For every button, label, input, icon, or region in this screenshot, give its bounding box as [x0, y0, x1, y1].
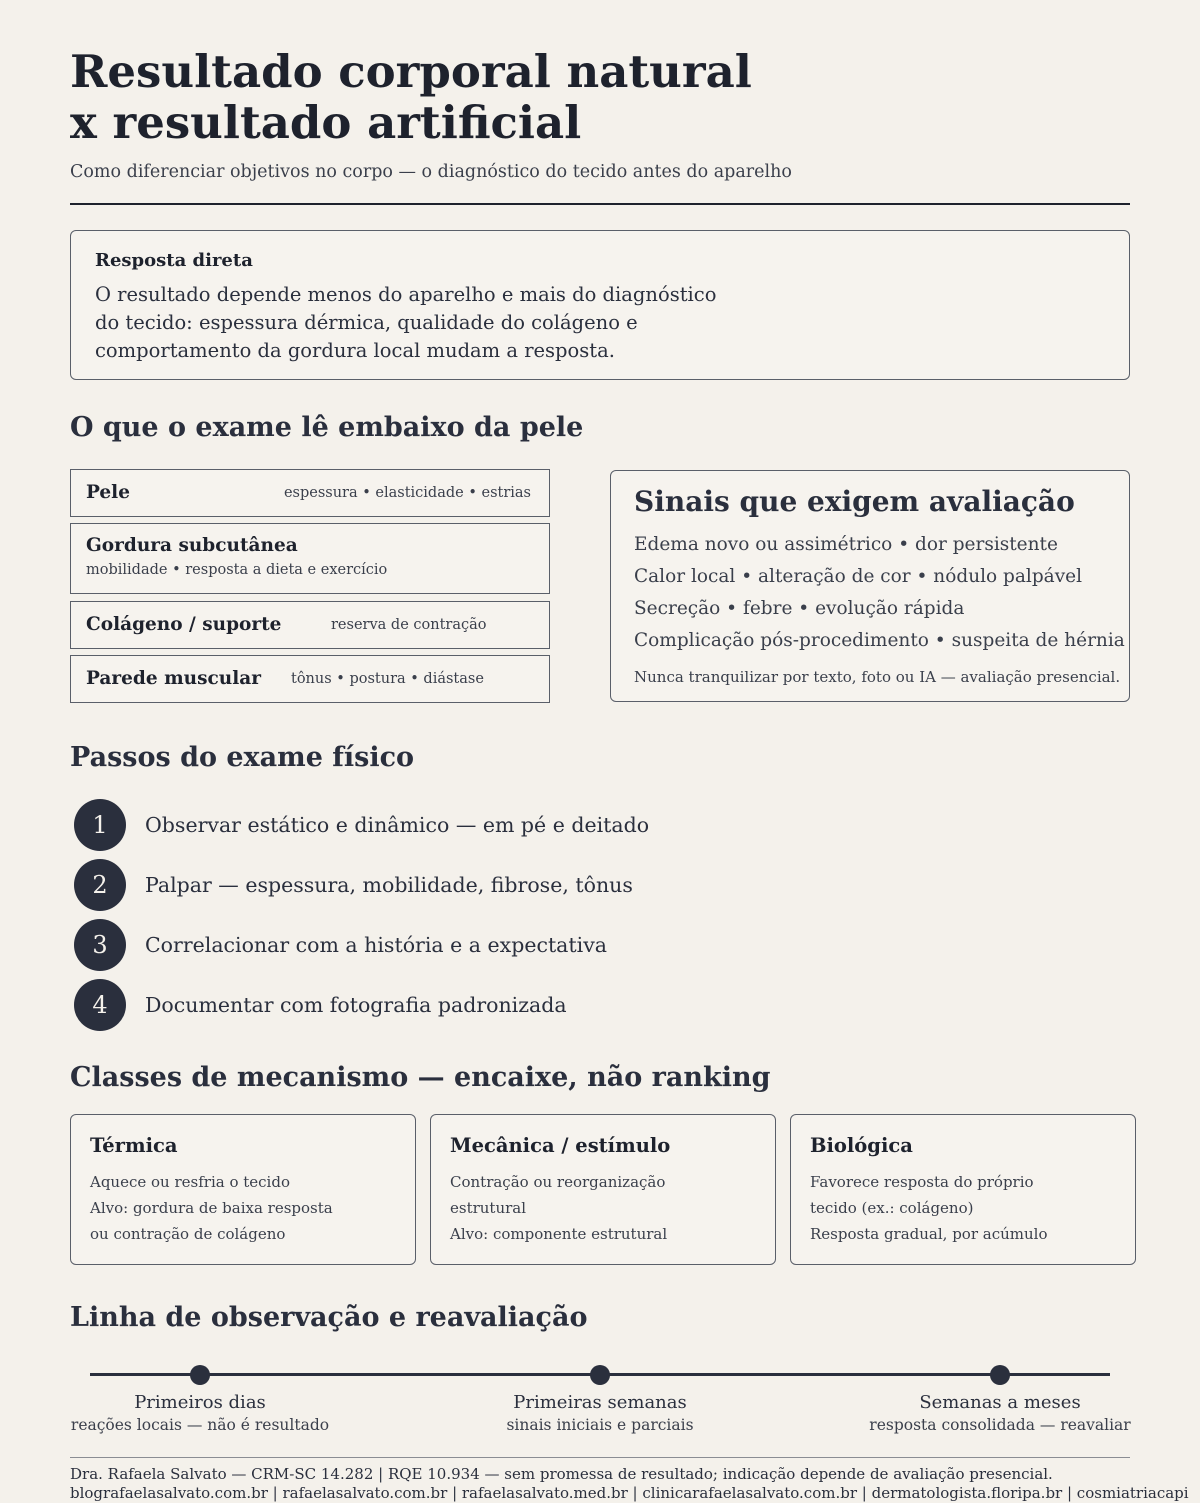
mechanism-line: Resposta gradual, por acúmulo	[810, 1225, 1048, 1243]
warning-sign-line: Secreção • febre • evolução rápida	[634, 598, 965, 619]
direct-answer-text	[95, 281, 815, 365]
timeline-sublabel: reações locais — não é resultado	[70, 1416, 330, 1434]
direct-answer-line: O resultado depende menos do aparelho e mais do diagnóstico	[95, 283, 717, 306]
step-number-badge: 1	[74, 799, 126, 851]
mechanism-line: Aquece ou resfria o tecido	[90, 1173, 290, 1191]
mechanism-line: Favorece resposta do próprio	[810, 1173, 1034, 1191]
mechanism-line: Alvo: gordura de baixa resposta	[90, 1199, 333, 1217]
layer-description: mobilidade • resposta a dieta e exercício	[86, 562, 388, 578]
warning-signs-note: Nunca tranquilizar por texto, foto ou IA — avaliação presencial.	[634, 668, 1121, 686]
footer-credentials: Dra. Rafaela Salvato — CRM-SC 14.282 | RQE 10.934 — sem promessa de resultado; indicação depende de avaliação presencial.	[70, 1465, 1053, 1483]
title-line-1: Resultado corporal natural	[70, 45, 752, 98]
mechanism-line: Contração ou reorganização	[450, 1173, 666, 1191]
layer-name: Parede muscular	[86, 668, 261, 689]
direct-answer-box	[70, 230, 1130, 380]
mechanism-card-termica	[70, 1114, 416, 1265]
warning-signs-title: Sinais que exigem avaliação	[634, 485, 1075, 518]
header-divider	[70, 203, 1130, 205]
warning-sign-line: Edema novo ou assimétrico • dor persistente	[634, 534, 1058, 555]
timeline-section-heading: Linha de observação e reavaliação	[70, 1302, 588, 1333]
mechanism-card-biologica	[790, 1114, 1136, 1265]
step-number-badge: 4	[74, 979, 126, 1031]
warning-sign-line: Calor local • alteração de cor • nódulo palpável	[634, 566, 1083, 587]
mechanism-description	[90, 1169, 333, 1247]
title-line-2: x resultado artificial	[70, 96, 582, 149]
direct-answer-line: do tecido: espessura dérmica, qualidade do colágeno e	[95, 311, 638, 334]
layer-card-parede-muscular	[70, 655, 550, 703]
timeline-sublabel: resposta consolidada — reavaliar	[869, 1416, 1131, 1434]
page-subtitle: Como diferenciar objetivos no corpo — o diagnóstico do tecido antes do aparelho	[70, 162, 792, 182]
timeline-dot	[190, 1365, 210, 1385]
layer-description: reserva de contração	[331, 617, 487, 633]
timeline-sublabel: sinais iniciais e parciais	[506, 1416, 694, 1434]
mechanism-name: Biológica	[810, 1134, 913, 1157]
layer-card-colageno	[70, 601, 550, 649]
footer-links: blografaelasalvato.com.br | rafaelasalvato.com.br | rafaelasalvato.med.br | clinicarafaelasalvato.com.br | dermatologista.floripa.br | cosmiatriacapi	[70, 1484, 1189, 1502]
direct-answer-heading: Resposta direta	[95, 250, 253, 271]
timeline-label: Primeiras semanas	[513, 1392, 687, 1413]
step-text: Documentar com fotografia padronizada	[145, 993, 567, 1017]
timeline-dot	[990, 1365, 1010, 1385]
step-text: Palpar — espessura, mobilidade, fibrose, tônus	[145, 873, 633, 897]
mechanism-description	[810, 1169, 1047, 1247]
mechanism-line: tecido (ex.: colágeno)	[810, 1199, 974, 1217]
mechanisms-section-heading: Classes de mecanismo — encaixe, não ranking	[70, 1062, 771, 1093]
layer-description: tônus • postura • diástase	[291, 671, 484, 687]
layer-card-pele	[70, 469, 550, 517]
step-text: Observar estático e dinâmico — em pé e deitado	[145, 813, 650, 837]
direct-answer-line: comportamento da gordura local mudam a resposta.	[95, 339, 615, 362]
warning-signs-box	[610, 470, 1130, 702]
layer-name: Colágeno / suporte	[86, 614, 282, 635]
timeline-label: Semanas a meses	[919, 1392, 1081, 1413]
footer	[70, 1465, 1189, 1503]
page-title	[70, 46, 752, 148]
timeline-label: Primeiros dias	[134, 1392, 266, 1413]
step-number-badge: 2	[74, 859, 126, 911]
footer-divider	[70, 1457, 1130, 1458]
layer-description: espessura • elasticidade • estrias	[283, 485, 531, 501]
mechanism-name: Mecânica / estímulo	[450, 1134, 671, 1157]
layer-card-gordura	[70, 523, 550, 594]
mechanism-line: ou contração de colágeno	[90, 1225, 286, 1243]
layers-section-heading: O que o exame lê embaixo da pele	[70, 412, 584, 443]
mechanism-line: estrutural	[450, 1199, 527, 1217]
timeline-dot	[590, 1365, 610, 1385]
steps-section-heading: Passos do exame físico	[70, 742, 415, 773]
mechanism-line: Alvo: componente estrutural	[450, 1225, 668, 1243]
layer-name: Pele	[86, 482, 130, 503]
layer-name: Gordura subcutânea	[86, 535, 298, 556]
mechanism-name: Térmica	[90, 1134, 178, 1157]
warning-sign-line: Complicação pós-procedimento • suspeita de hérnia	[634, 630, 1125, 651]
mechanism-description	[450, 1169, 667, 1247]
step-number-badge: 3	[74, 919, 126, 971]
mechanism-card-mecanica	[430, 1114, 776, 1265]
step-text: Correlacionar com a história e a expectativa	[145, 933, 608, 957]
